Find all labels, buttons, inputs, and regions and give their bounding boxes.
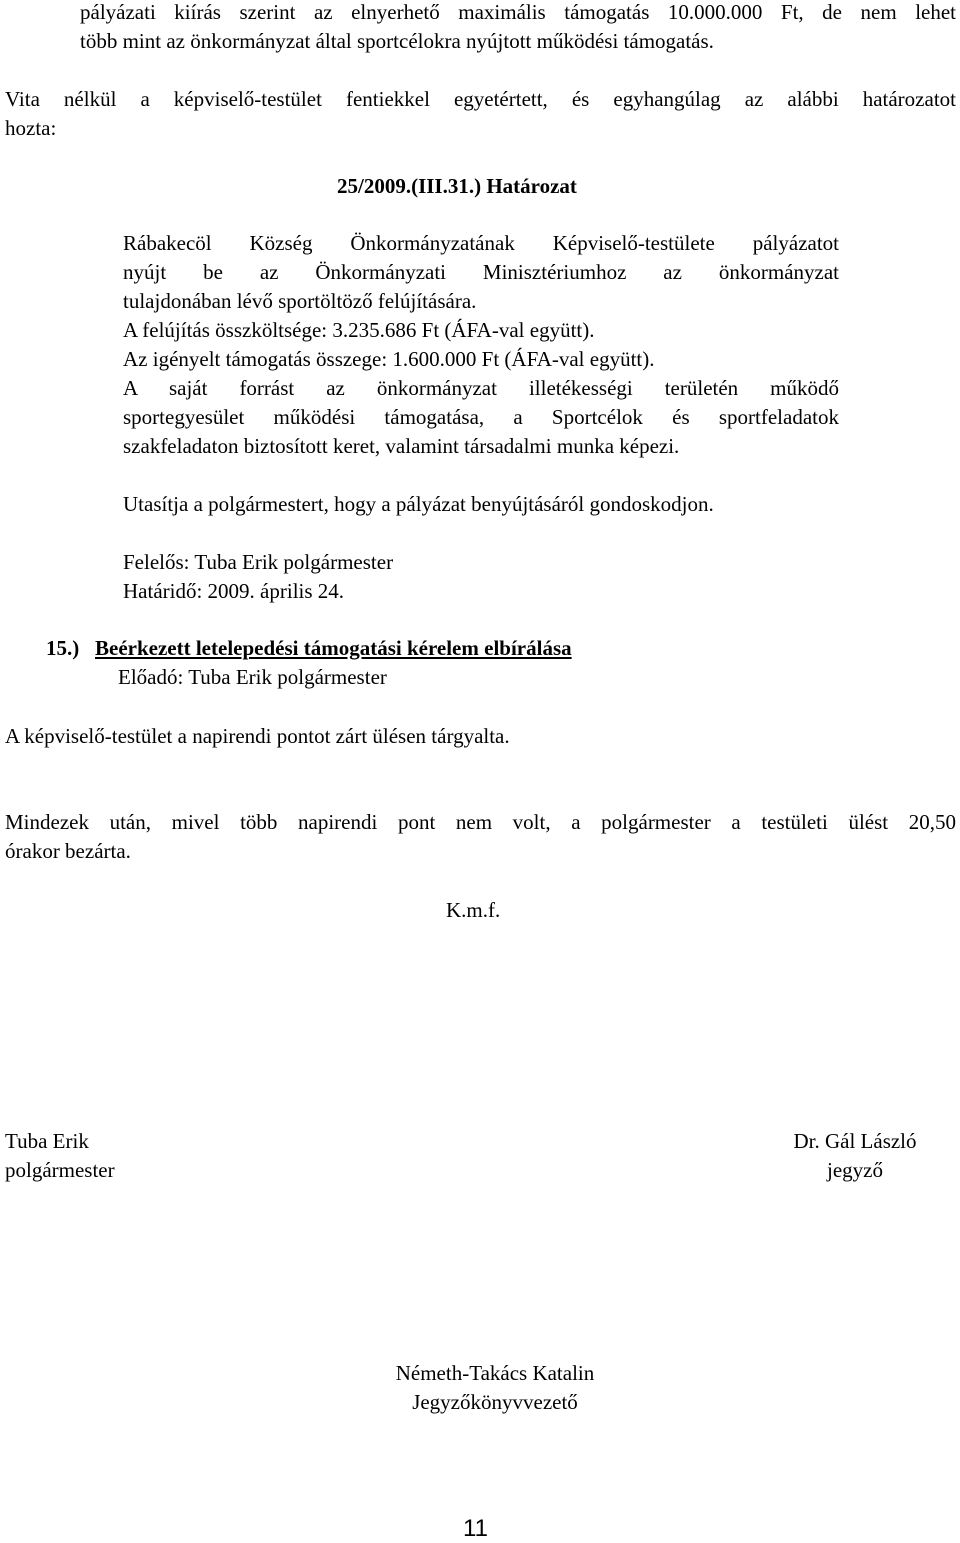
item-15-title: Beérkezett letelepedési támogatási kérelem elbírálása (95, 636, 572, 660)
own-source-line-2: sportegyesület működési támogatása, a Sportcélok és sportfeladatok (123, 405, 839, 429)
item-15-number: 15.) (46, 636, 80, 660)
resolution-title: 25/2009.(III.31.) Határozat (337, 174, 577, 198)
resolution-body-line-2: nyújt be az Önkormányzati Minisztériumhoz az önkormányzat (123, 260, 839, 284)
resolution-requested: Az igényelt támogatás összege: 1.600.000 Ft (ÁFA-val együtt). (123, 347, 655, 371)
intro-line-1: pályázati kiírás szerint az elnyerhető maximális támogatás 10.000.000 Ft, de nem lehet (80, 0, 956, 24)
item-15-presenter: Előadó: Tuba Erik polgármester (118, 665, 387, 689)
own-source-line-3: szakfeladaton biztosított keret, valamint társadalmi munka képezi. (123, 434, 680, 458)
intro-paragraph (80, 0, 956, 56)
signature-left-title: polgármester (5, 1158, 115, 1182)
signature-left (5, 1127, 115, 1185)
resolution-cost: A felújítás összköltsége: 3.235.686 Ft (ÁFA-val együtt). (123, 318, 595, 342)
closing-paragraph (5, 808, 956, 866)
vote-line-2: hozta: (5, 116, 57, 140)
resolution-deadline: Határidő: 2009. április 24. (123, 579, 345, 603)
resolution-instruction: Utasítja a polgármestert, hogy a pályázat benyújtásáról gondoskodjon. (123, 492, 714, 516)
resolution-body (123, 229, 839, 461)
resolution-body-line-3: tulajdonában lévő sportöltöző felújítására. (123, 289, 477, 313)
signature-right (770, 1127, 940, 1185)
resolution-body-line-1: Rábakecöl Község Önkormányzatának Képviselő-testülete pályázatot (123, 231, 839, 255)
signature-bottom-name: Németh-Takács Katalin (395, 1361, 595, 1385)
kmf-label: K.m.f. (446, 898, 501, 922)
signature-bottom (360, 1359, 630, 1417)
closing-line-2: órakor bezárta. (5, 839, 131, 863)
signature-right-title: jegyző (827, 1158, 883, 1182)
signature-bottom-title: Jegyzőkönyvvezető (412, 1390, 578, 1414)
closing-line-1: Mindezek után, mivel több napirendi pont nem volt, a polgármester a testületi ülést 20,50 (5, 810, 956, 834)
page-number: 11 (463, 1515, 488, 1542)
closed-session-note: A képviselő-testület a napirendi pontot zárt ülésen tárgyalta. (5, 724, 510, 748)
own-source-line-1: A saját forrást az önkormányzat illetékességi területén működő (123, 376, 839, 400)
intro-line-2: több mint az önkormányzat által sportcélokra nyújtott működési támogatás. (80, 29, 714, 53)
vote-paragraph (5, 85, 956, 143)
signature-left-name: Tuba Erik (5, 1129, 89, 1153)
vote-line-1: Vita nélkül a képviselő-testület fentiekkel egyetértett, és egyhangúlag az alábbi határozatot (5, 87, 956, 111)
signature-right-name: Dr. Gál László (793, 1129, 917, 1153)
resolution-responsible: Felelős: Tuba Erik polgármester (123, 550, 394, 574)
